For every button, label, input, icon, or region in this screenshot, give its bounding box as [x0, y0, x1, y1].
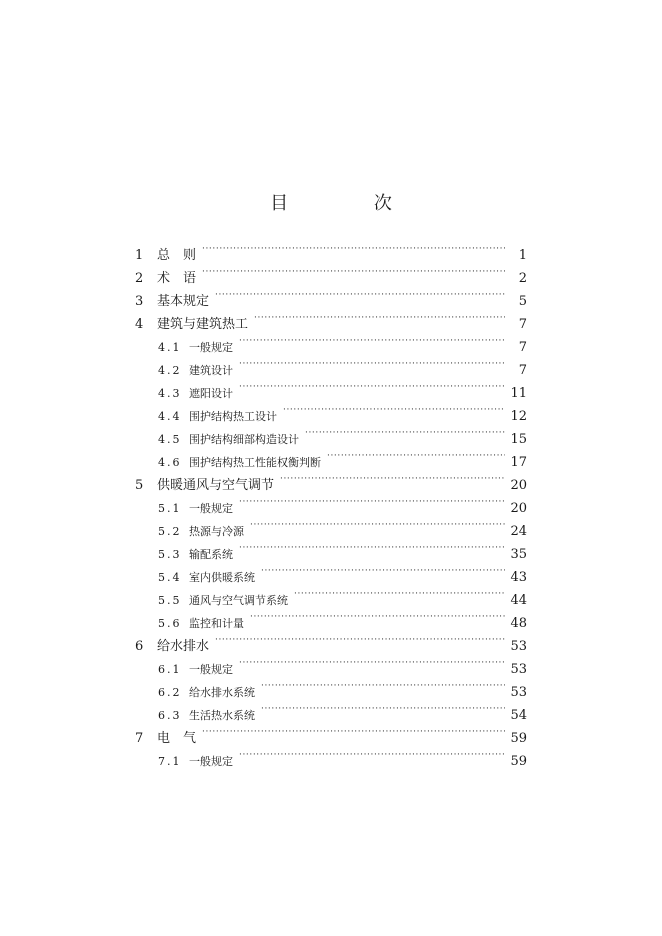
toc-entry-page-number: 2 — [518, 271, 527, 286]
toc-entry-title: 总 则 — [157, 248, 197, 263]
toc-dot-leader — [202, 259, 505, 282]
toc-entry-title: 给水排水 — [157, 639, 210, 654]
toc-entry-page-number: 48 — [510, 616, 527, 631]
page-title: 目 次 — [270, 193, 432, 214]
toc-entry-page-number: 54 — [510, 708, 527, 723]
toc-dot-leader — [239, 374, 505, 397]
toc-entry-number: 2 — [135, 271, 144, 286]
toc-entry-title: 通风与空气调节系统 — [189, 594, 288, 607]
toc-dot-leader — [327, 443, 505, 466]
toc-entry-title: 建筑设计 — [189, 364, 233, 377]
toc-entry-title: 一般规定 — [189, 755, 233, 768]
toc-entry-title: 热源与冷源 — [189, 525, 244, 538]
toc-entry-number: 6.3 — [158, 709, 182, 722]
toc-entry-page-number: 35 — [510, 547, 527, 562]
toc-entry-number: 1 — [135, 248, 144, 263]
toc-dot-leader — [239, 351, 505, 374]
toc-entry-number: 6 — [135, 639, 144, 654]
toc-entry-page-number: 7 — [518, 317, 527, 332]
toc-dot-leader — [261, 673, 505, 696]
toc-entry-number: 4 — [135, 317, 144, 332]
toc-entry-title: 围护结构热工性能权衡判断 — [189, 456, 321, 469]
toc-entry-title: 围护结构热工设计 — [189, 410, 277, 423]
toc-entry-number: 4.3 — [158, 387, 182, 400]
toc-dot-leader — [294, 581, 505, 604]
toc-dot-leader — [305, 420, 505, 443]
toc-entry-page-number: 20 — [510, 478, 527, 493]
toc-dot-leader — [261, 558, 505, 581]
table-of-contents — [135, 236, 527, 769]
toc-entry-number: 6.1 — [158, 663, 182, 676]
toc-dot-leader — [239, 328, 505, 351]
toc-entry-number: 5.4 — [158, 571, 182, 584]
toc-entry-title: 供暖通风与空气调节 — [157, 478, 275, 493]
toc-entry-page-number: 5 — [518, 294, 527, 309]
toc-entry-title: 基本规定 — [157, 294, 210, 309]
toc-entry-title: 建筑与建筑热工 — [157, 317, 249, 332]
toc-dot-leader — [215, 282, 505, 305]
toc-entry-number: 4.4 — [158, 410, 182, 423]
toc-entry-number: 5.1 — [158, 502, 182, 515]
toc-entry-title: 一般规定 — [189, 341, 233, 354]
toc-entry-page-number: 11 — [510, 386, 527, 401]
toc-dot-leader — [239, 742, 505, 765]
toc-entry-page-number: 7 — [518, 363, 527, 378]
toc-entry-title: 一般规定 — [189, 502, 233, 515]
toc-entry-title: 给水排水系统 — [189, 686, 255, 699]
toc-entry-title: 遮阳设计 — [189, 387, 233, 400]
toc-dot-leader — [215, 627, 505, 650]
toc-entry-number: 7 — [135, 731, 144, 746]
toc-entry-title: 生活热水系统 — [189, 709, 255, 722]
toc-entry-title: 监控和计量 — [189, 617, 244, 630]
toc-entry-page-number: 53 — [510, 639, 527, 654]
toc-entry-number: 5.3 — [158, 548, 182, 561]
toc-entry-page-number: 53 — [510, 662, 527, 677]
toc-entry-page-number: 59 — [510, 731, 527, 746]
toc-entry-page-number: 15 — [510, 432, 527, 447]
toc-dot-leader — [239, 650, 505, 673]
toc-entry-number: 4.1 — [158, 341, 182, 354]
toc-entry-number: 7.1 — [158, 755, 182, 768]
toc-entry-page-number: 1 — [518, 248, 527, 263]
toc-entry-number: 5.2 — [158, 525, 182, 538]
toc-entry-title: 室内供暖系统 — [189, 571, 255, 584]
toc-dot-leader — [261, 696, 505, 719]
toc-entry-page-number: 20 — [510, 501, 527, 516]
toc-entry-number: 3 — [135, 294, 144, 309]
toc-entry-title: 电 气 — [157, 731, 197, 746]
toc-dot-leader — [202, 719, 505, 742]
toc-entry-page-number: 7 — [518, 340, 527, 355]
toc-entry-page-number: 53 — [510, 685, 527, 700]
toc-entry-number: 5 — [135, 478, 144, 493]
toc-entry-number: 4.2 — [158, 364, 182, 377]
toc-entry-number: 5.6 — [158, 617, 182, 630]
toc-dot-leader — [239, 489, 505, 512]
toc-dot-leader — [239, 535, 505, 558]
toc-dot-leader — [254, 305, 505, 328]
toc-entry-title: 围护结构细部构造设计 — [189, 433, 299, 446]
toc-entry-page-number: 12 — [510, 409, 527, 424]
toc-dot-leader — [250, 512, 505, 535]
toc-entry-page-number: 43 — [510, 570, 527, 585]
toc-entry-number: 4.5 — [158, 433, 182, 446]
toc-entry-title: 一般规定 — [189, 663, 233, 676]
toc-dot-leader — [202, 236, 505, 259]
toc-entry-page-number: 59 — [510, 754, 527, 769]
toc-entry-title: 输配系统 — [189, 548, 233, 561]
toc-dot-leader — [250, 604, 505, 627]
toc-entry-number: 6.2 — [158, 686, 182, 699]
toc-entry-number: 4.6 — [158, 456, 182, 469]
toc-entry-page-number: 17 — [510, 455, 527, 470]
toc-entry-number: 5.5 — [158, 594, 182, 607]
toc-dot-leader — [280, 466, 505, 489]
toc-entry-page-number: 44 — [510, 593, 527, 608]
toc-dot-leader — [283, 397, 505, 420]
toc-entry-page-number: 24 — [510, 524, 527, 539]
toc-entry-title: 术 语 — [157, 271, 197, 286]
toc-chapter-entry[interactable] — [135, 236, 527, 263]
